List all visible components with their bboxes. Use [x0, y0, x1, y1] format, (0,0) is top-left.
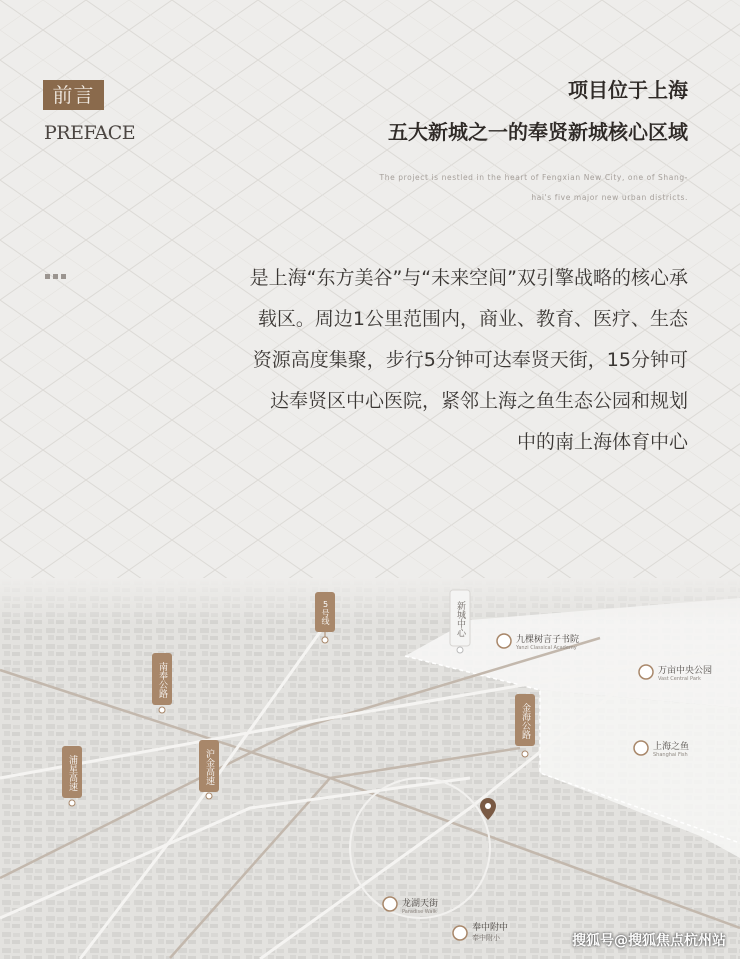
- new-city-center-label: 新城中心: [455, 601, 465, 637]
- poi-label: 万亩中央公园 Vast Central Park: [658, 666, 713, 682]
- preface-badge: 前言: [43, 80, 104, 110]
- road-tag-nanfeng-label: 南奉公路: [157, 662, 167, 698]
- poi-label: 龙湖天街 Paradise Walk: [402, 899, 439, 915]
- watermark: 搜狐号@搜狐焦点杭州站: [572, 933, 726, 949]
- paragraph-line: 达奉贤区中心医院，紧邻上海之鱼生态公园和规划: [269, 390, 688, 412]
- road-tag-puxing-label: 浦星高速: [67, 755, 77, 791]
- paragraph-line: 中的南上海体育中心: [516, 431, 688, 453]
- decorative-dots: [45, 264, 69, 283]
- preface-label: PREFACE: [44, 122, 136, 144]
- page-title-line2: 五大新城之一的奉贤新城核心区域: [388, 120, 688, 144]
- english-subtitle-line1: The project is nestled in the heart of Fengxian New City, one of Shang-: [379, 173, 688, 182]
- body-paragraph: [188, 258, 688, 463]
- paragraph-line: 资源高度集聚，步行5分钟可达奉贤天街，15分钟可: [252, 349, 688, 371]
- page-title-line1: 项目位于上海: [568, 78, 688, 102]
- road-tag-line5-label: 5号线: [321, 599, 330, 625]
- paragraph-line: 载区。周边1公里范围内，商业、教育、医疗、生态: [257, 308, 688, 330]
- english-subtitle: [328, 168, 688, 208]
- poi-label: 奉中附中 奉中附小: [472, 923, 509, 942]
- road-tag-jinhai-label: 金海公路: [520, 703, 530, 739]
- poi-label: 上海之鱼 Shanghai Fish: [653, 742, 690, 758]
- paragraph-line: 是上海“东方美谷”与“未来空间”双引擎战略的核心承: [249, 267, 688, 289]
- english-subtitle-line2: hai's five major new urban districts.: [531, 193, 688, 202]
- map-labels: [0, 578, 740, 959]
- road-tag-hujin-label: 沪金高速: [204, 749, 214, 785]
- poi-label: 九棵树言子书院 Yanzi Classical Academy: [516, 635, 580, 651]
